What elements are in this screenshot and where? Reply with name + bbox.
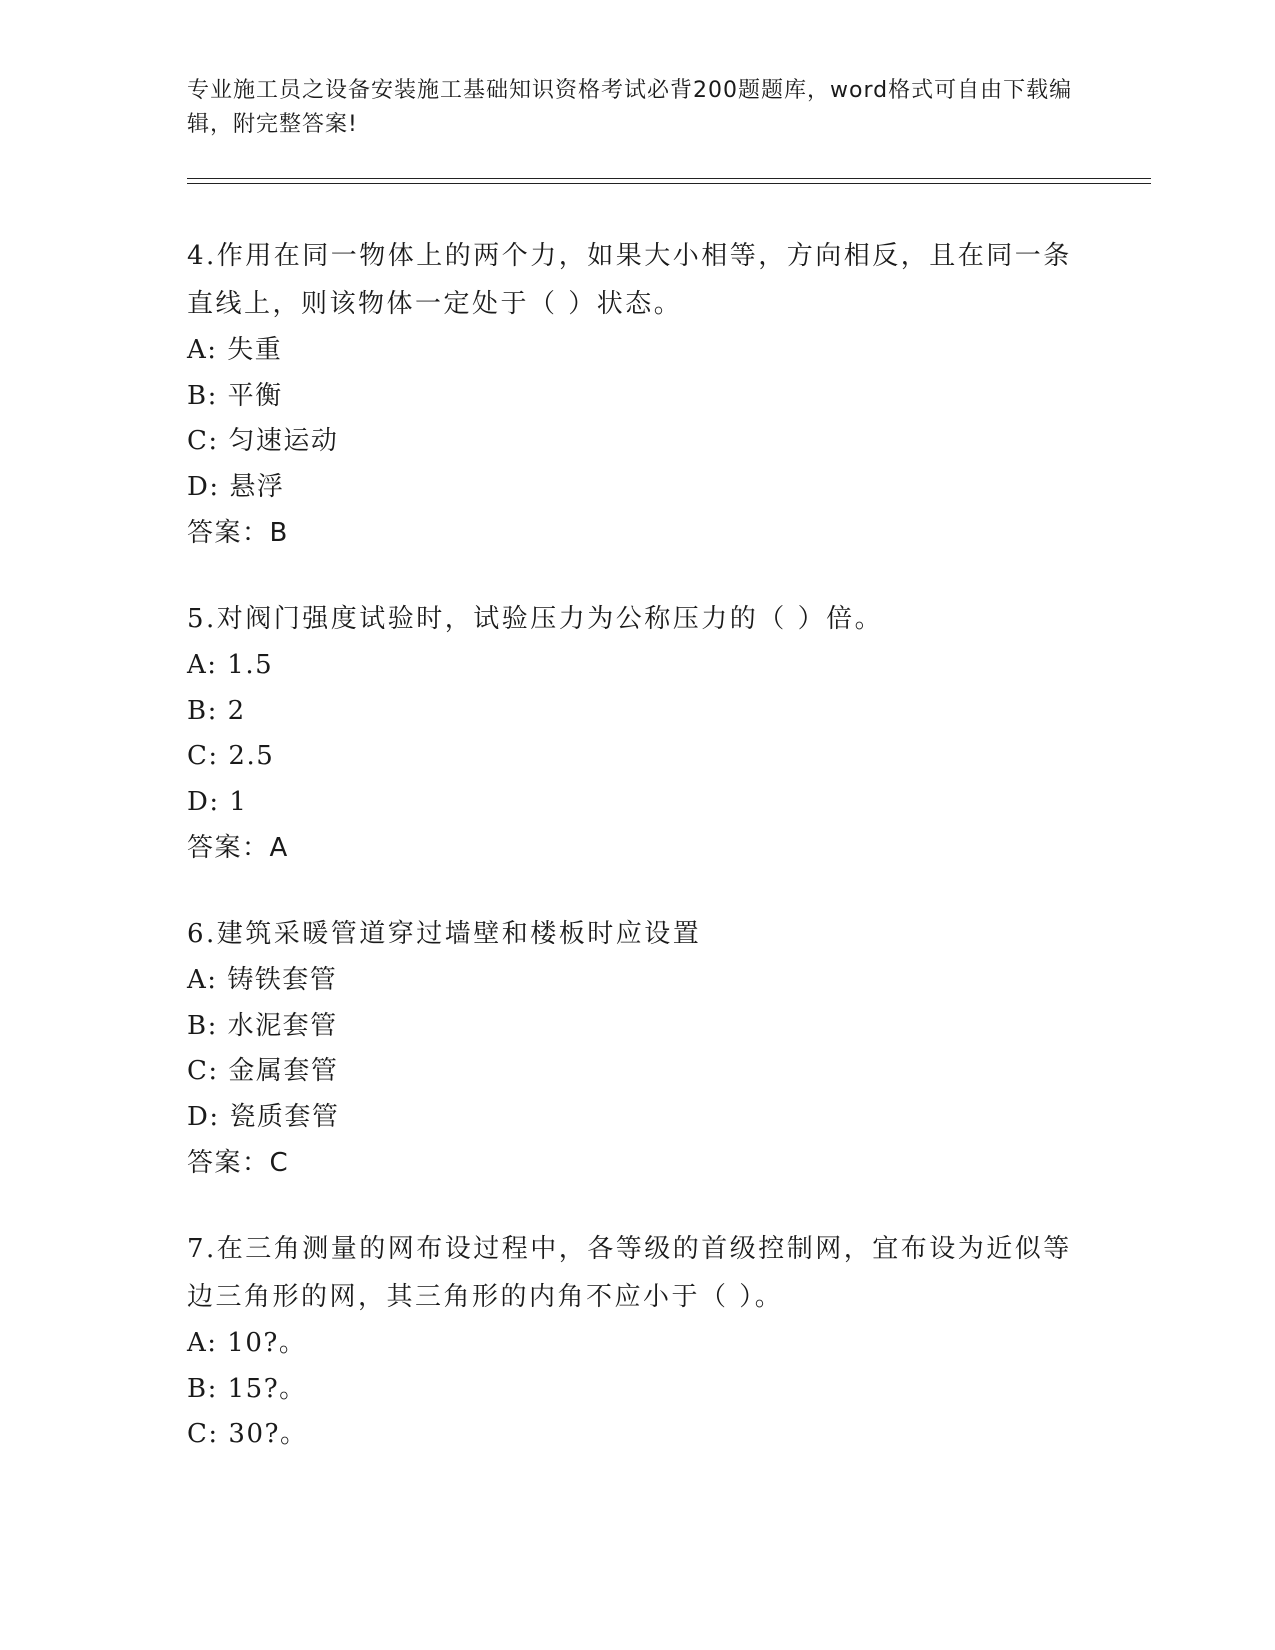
option-c: C: 匀速运动 (187, 426, 339, 456)
answer-line: 答案：A (187, 833, 289, 863)
question-list (187, 232, 1087, 1497)
option-c: C: 金属套管 (187, 1056, 339, 1086)
answer-line: 答案：B (187, 518, 289, 548)
option-d: D: 1 (187, 786, 248, 817)
question-stem: 4.作用在同一物体上的两个力，如果大小相等，方向相反，且在同一条直线上，则该物体一定处于（ ）状态。 (187, 241, 1072, 319)
option-a: A: 1.5 (187, 650, 274, 680)
option-d: D: 瓷质套管 (187, 1101, 340, 1132)
option-c: C: 30?。 (187, 1419, 308, 1449)
option-b: B: 平衡 (187, 380, 283, 411)
option-b: B: 15?。 (187, 1373, 307, 1404)
question-stem: 5.对阀门强度试验时，试验压力为公称压力的（ ）倍。 (187, 604, 884, 634)
option-c: C: 2.5 (187, 741, 275, 771)
option-b: B: 水泥套管 (187, 1010, 338, 1041)
question-stem: 7.在三角测量的网布设过程中，各等级的首级控制网，宜布设为近似等边三角形的网，其三角形的内角不应小于（ ）。 (187, 1234, 1072, 1312)
question-stem: 6.建筑采暖管道穿过墙壁和楼板时应设置 (187, 919, 702, 949)
option-a: A: 10?。 (187, 1328, 307, 1358)
header-divider-top (187, 178, 1151, 179)
option-b: B: 2 (187, 695, 246, 726)
question-6 (187, 910, 1087, 1186)
question-7 (187, 1225, 1087, 1458)
header-divider-bottom (187, 183, 1151, 184)
question-5 (187, 595, 1087, 871)
answer-line: 答案：C (187, 1148, 290, 1178)
document-header: 专业施工员之设备安装施工基础知识资格考试必背200题题库，word格式可自由下载编辑，附完整答案! (187, 78, 1073, 137)
option-a: A: 失重 (187, 335, 283, 365)
question-4 (187, 232, 1087, 556)
option-d: D: 悬浮 (187, 471, 285, 502)
option-a: A: 铸铁套管 (187, 965, 338, 995)
